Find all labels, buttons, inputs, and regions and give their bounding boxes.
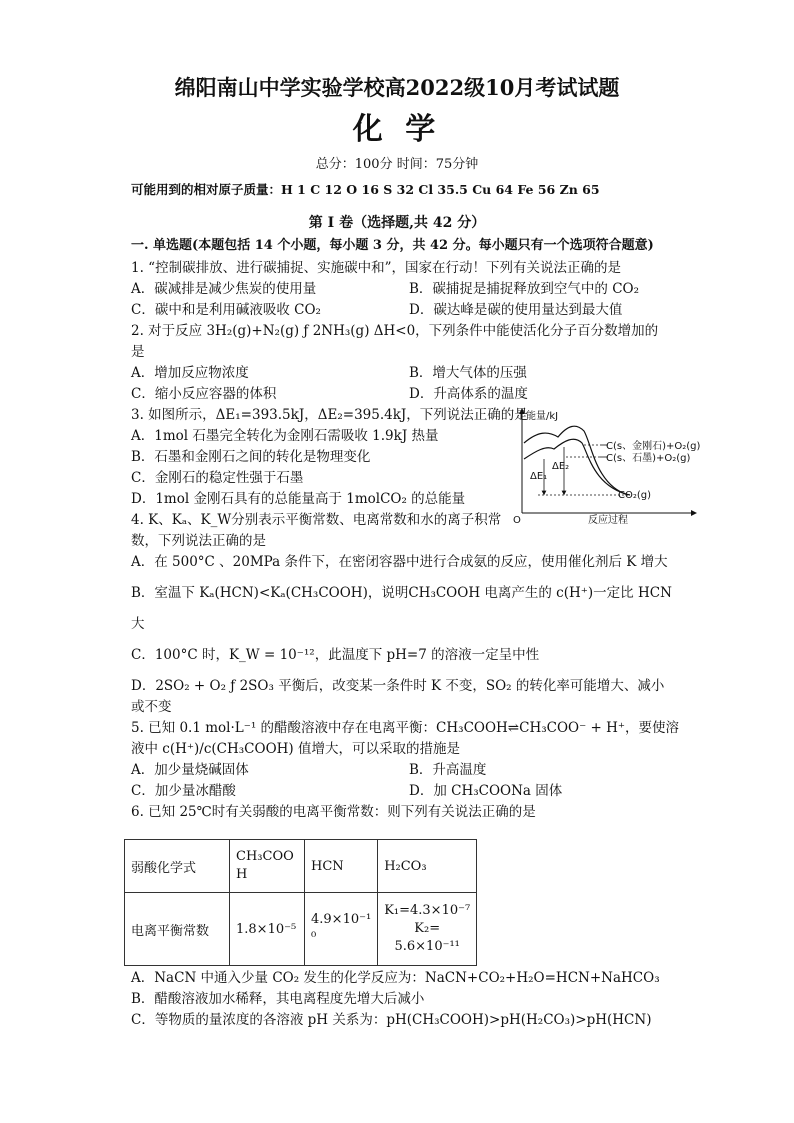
energy-diagram <box>508 405 708 525</box>
q2-option-b: B．增大气体的压强 <box>409 365 527 381</box>
q6-option-c: C．等物质的量浓度的各溶液 pH 关系为：pH(CH₃COOH)>pH(H₂CO₃)>pH(HCN) <box>131 1012 652 1028</box>
exam-meta: 总分：100分 时间：75分钟 <box>315 157 479 172</box>
q6-option-b: B．醋酸溶液加水稀释，其电离程度先增大后减小 <box>131 991 425 1007</box>
q1-option-c: C．碳中和是利用碱液吸收 CO₂ <box>131 302 321 318</box>
q1-option-a: A．碳减排是减少焦炭的使用量 <box>131 281 317 297</box>
atomic-masses: 可能用到的相对原子质量：H 1 C 12 O 16 S 32 Cl 35.5 Cu 64 Fe 56 Zn 65 <box>131 182 600 197</box>
q2-stem: 2. 对于反应 3H₂(g)+N₂(g) ƒ 2NH₃(g) ΔH<0，下列条件中能使活化分子百分数增加的 <box>131 323 659 339</box>
table-header-carbonic: H₂CO₃ <box>378 840 477 893</box>
table-value-hcn: 4.9×10⁻¹ ⁰ <box>305 893 378 966</box>
q4-stem: 4. K、Kₐ、K_W分别表示平衡常数、电离常数和水的离子积常 <box>131 512 502 528</box>
q2-stem-cont: 是 <box>131 344 145 360</box>
q5-option-c: C．加少量冰醋酸 <box>131 783 236 799</box>
table-value-acetic: 1.8×10⁻⁵ <box>230 893 305 966</box>
q6-stem: 6. 已知 25℃时有关弱酸的电离平衡常数：则下列有关说法正确的是 <box>131 804 536 820</box>
q2-option-c: C．缩小反应容器的体积 <box>131 386 277 402</box>
q4-option-a: A．在 500°C 、20MPa 条件下，在密闭容器中进行合成氨的反应，使用催化剂后 K 增大 <box>131 554 668 570</box>
q4-option-c: C．100°C 时，K_W = 10⁻¹²，此温度下 pH=7 的溶液一定呈中性 <box>131 647 540 663</box>
table-header-hcn: HCN <box>305 840 378 893</box>
graphite-label: C(s、石墨)+O₂(g) <box>606 453 691 464</box>
q2-option-d: D．升高体系的温度 <box>409 386 528 402</box>
table-header-formula: 弱酸化学式 <box>125 840 230 893</box>
subject-title: 化 学 <box>352 112 442 147</box>
q4-option-b-cont: 大 <box>131 616 145 632</box>
acid-constants-table <box>124 839 477 966</box>
q3-option-c: C．金刚石的稳定性强于石墨 <box>131 470 304 486</box>
q5-option-b: B．升高温度 <box>409 762 487 778</box>
q1-option-b: B．碳捕捉是捕捉释放到空气中的 CO₂ <box>409 281 640 297</box>
table-value-carbonic: K₁=4.3×10⁻⁷ K₂= 5.6×10⁻¹¹ <box>378 893 477 966</box>
section-title: 第 I 卷（选择题,共 42 分） <box>308 215 486 231</box>
delta-e1-label: ΔE₁ <box>530 471 548 482</box>
product-label: CO₂(g) <box>618 490 652 501</box>
q5-option-a: A．加少量烧碱固体 <box>131 762 249 778</box>
q1-option-d: D．碳达峰是碳的使用量达到最大值 <box>409 302 623 318</box>
q4-stem-cont: 数，下列说法正确的是 <box>131 533 266 549</box>
q5-stem: 5. 已知 0.1 mol·L⁻¹ 的醋酸溶液中存在电离平衡：CH₃COOH⇌CH₃COO⁻ + H⁺，要使溶 <box>131 720 680 736</box>
q2-option-a: A．增加反应物浓度 <box>131 365 249 381</box>
diamond-label: C(s、金刚石)+O₂(g) <box>606 441 701 452</box>
q3-stem: 3. 如图所示，ΔE₁=393.5kJ，ΔE₂=395.4kJ，下列说法正确的是 <box>131 407 528 423</box>
q5-option-d: D．加 CH₃COONa 固体 <box>409 783 563 799</box>
q3-option-a: A．1mol 石墨完全转化为金刚石需吸收 1.9kJ 热量 <box>131 428 439 444</box>
section-instruction: 一. 单选题(本题包括 14 个小题，每小题 3 分，共 42 分。每小题只有一个选项符合题意) <box>131 238 654 253</box>
delta-e2-label: ΔE₂ <box>552 461 570 472</box>
q3-option-d: D．1mol 金刚石具有的总能量高于 1molCO₂ 的总能量 <box>131 491 466 507</box>
exam-title: 绵阳南山中学实验学校高2022级10月考试试题 <box>174 75 620 100</box>
q5-stem-cont: 液中 c(H⁺)/c(CH₃COOH) 值增大，可以采取的措施是 <box>131 741 460 757</box>
table-header-acetic: CH₃COO H <box>230 840 305 893</box>
table-row-label: 电离平衡常数 <box>125 893 230 966</box>
y-axis-label: 能量/kJ <box>526 411 559 422</box>
q6-option-a: A．NaCN 中通入少量 CO₂ 发生的化学反应为：NaCN+CO₂+H₂O=HCN+NaHCO₃ <box>131 970 660 986</box>
origin-label: O <box>513 515 521 525</box>
x-axis-label: 反应过程 <box>588 515 628 525</box>
q3-option-b: B．石墨和金刚石之间的转化是物理变化 <box>131 449 371 465</box>
q4-option-b: B．室温下 Kₐ(HCN)<Kₐ(CH₃COOH)，说明CH₃COOH 电离产生的 c(H⁺)一定比 HCN <box>131 585 672 601</box>
q4-option-d: D．2SO₂ + O₂ ƒ 2SO₃ 平衡后，改变某一条件时 K 不变，SO₂ 的转化率可能增大、减小 <box>131 678 665 694</box>
q1-stem: 1. “控制碳排放、进行碳捕捉、实施碳中和”，国家在行动！下列有关说法正确的是 <box>131 260 621 276</box>
q4-option-d-cont: 或不变 <box>131 699 172 715</box>
